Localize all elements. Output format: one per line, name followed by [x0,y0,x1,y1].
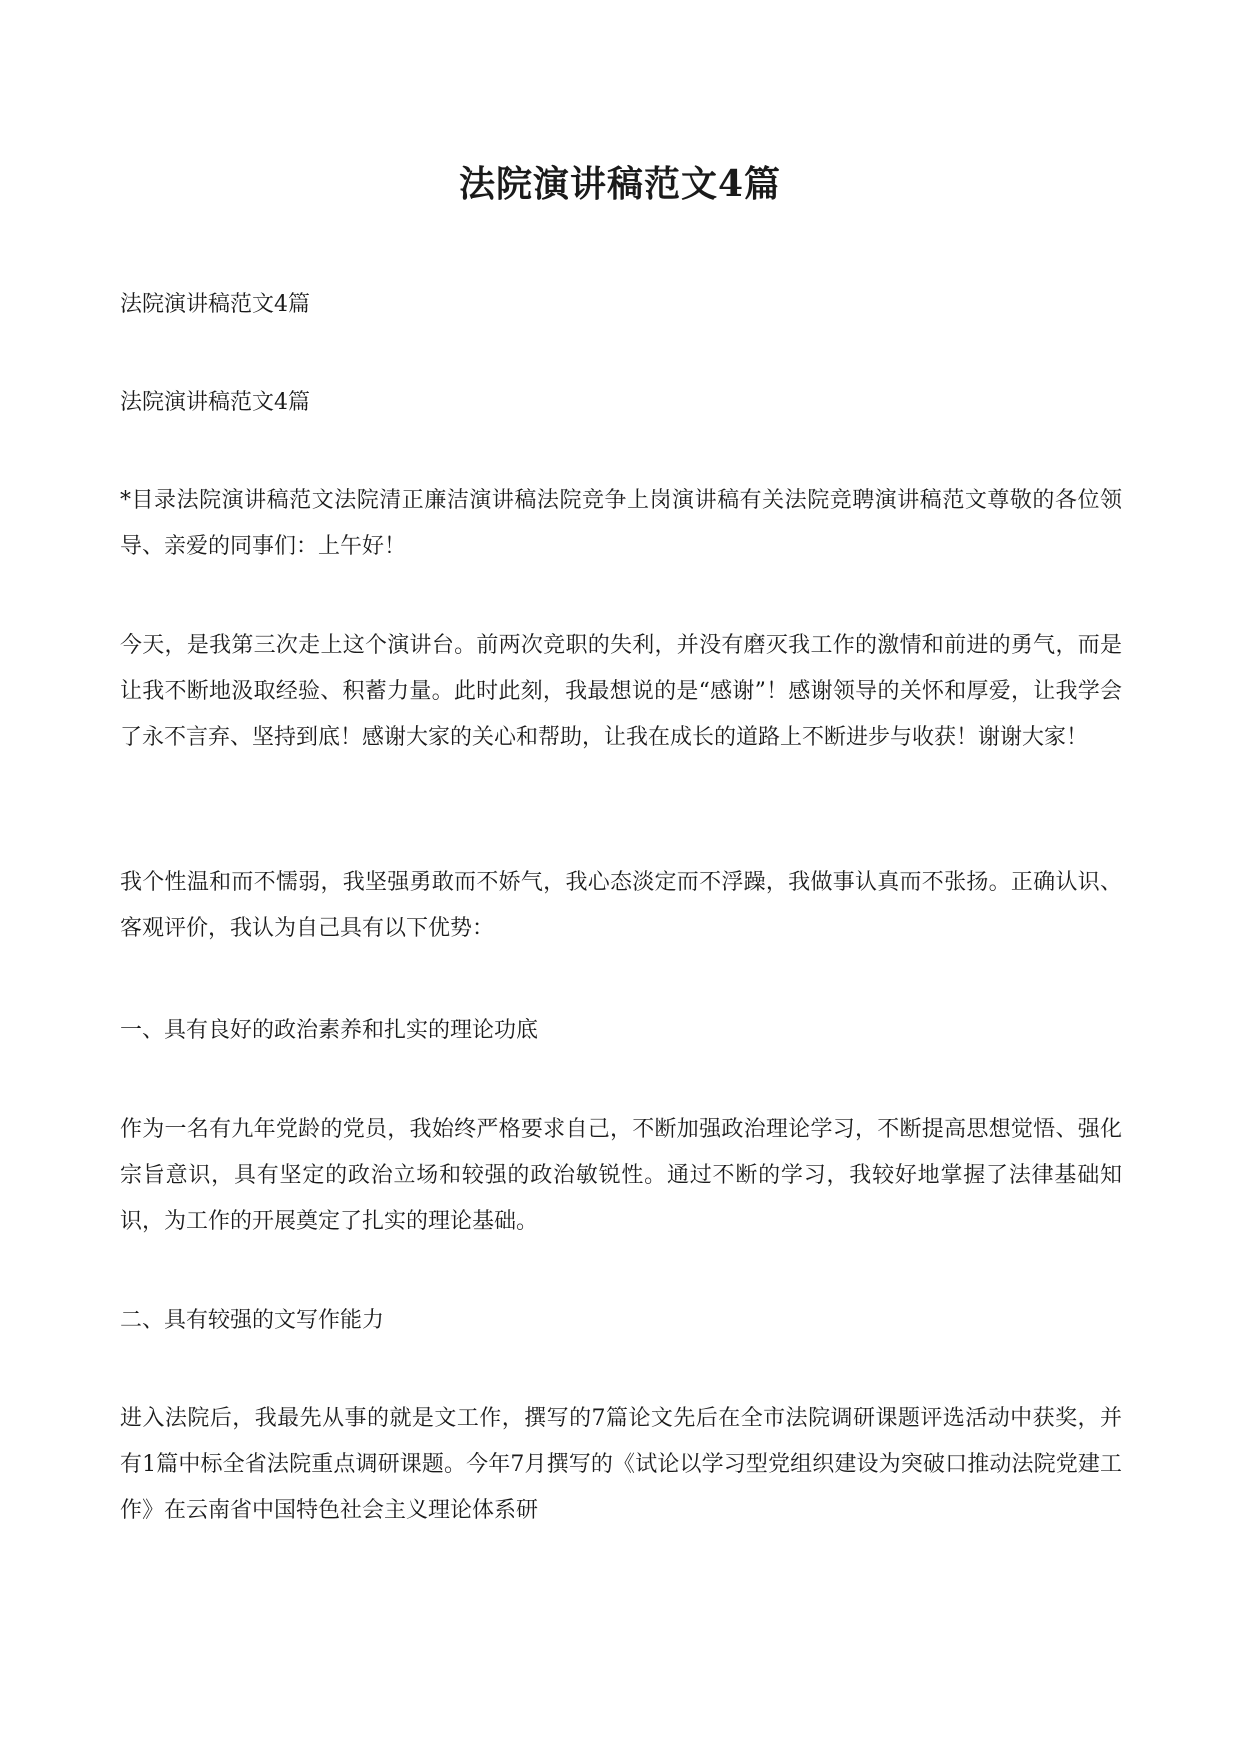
body-paragraph: 我个性温和而不懦弱，我坚强勇敢而不娇气，我心态淡定而不浮躁，我做事认真而不张扬。正确认识、客观评价，我认为自己具有以下优势： [120,870,1122,941]
table-of-contents-paragraph: *目录法院演讲稿范文法院清正廉洁演讲稿法院竞争上岗演讲稿有关法院竞聘演讲稿范文尊敬的各位领导、亲爱的同事们：上午好！ [120,488,1122,559]
body-paragraph: 作为一名有九年党龄的党员，我始终严格要求自己，不断加强政治理论学习，不断提高思想觉悟、强化宗旨意识，具有坚定的政治立场和较强的政治敏锐性。通过不断的学习，我较好地掌握了法律基础知识，为工作的开展奠定了扎实的理论基础。 [120,1117,1122,1234]
document-title: 法院演讲稿范文4篇 [458,163,782,205]
section-heading: 二、具有较强的文写作能力 [120,1308,385,1333]
body-paragraph: 今天，是我第三次走上这个演讲台。前两次竞职的失利，并没有磨灭我工作的激情和前进的勇气，而是让我不断地汲取经验、积蓄力量。此时此刻，我最想说的是“感谢”！感谢领导的关怀和厚爱，让我学会了永不言弃、坚持到底！感谢大家的关心和帮助，让我在成长的道路上不断进步与收获！谢谢大家！ [120,633,1122,750]
subtitle-line: 法院演讲稿范文4篇 [120,390,310,415]
section-heading: 一、具有良好的政治素养和扎实的理论功底 [120,1018,539,1043]
subtitle-line: 法院演讲稿范文4篇 [120,292,310,317]
body-paragraph: 进入法院后，我最先从事的就是文工作，撰写的7篇论文先后在全市法院调研课题评选活动中获奖，并有1篇中标全省法院重点调研课题。今年7月撰写的《试论以学习型党组织建设为突破口推动法院党建工作》在云南省中国特色社会主义理论体系研 [120,1406,1122,1523]
